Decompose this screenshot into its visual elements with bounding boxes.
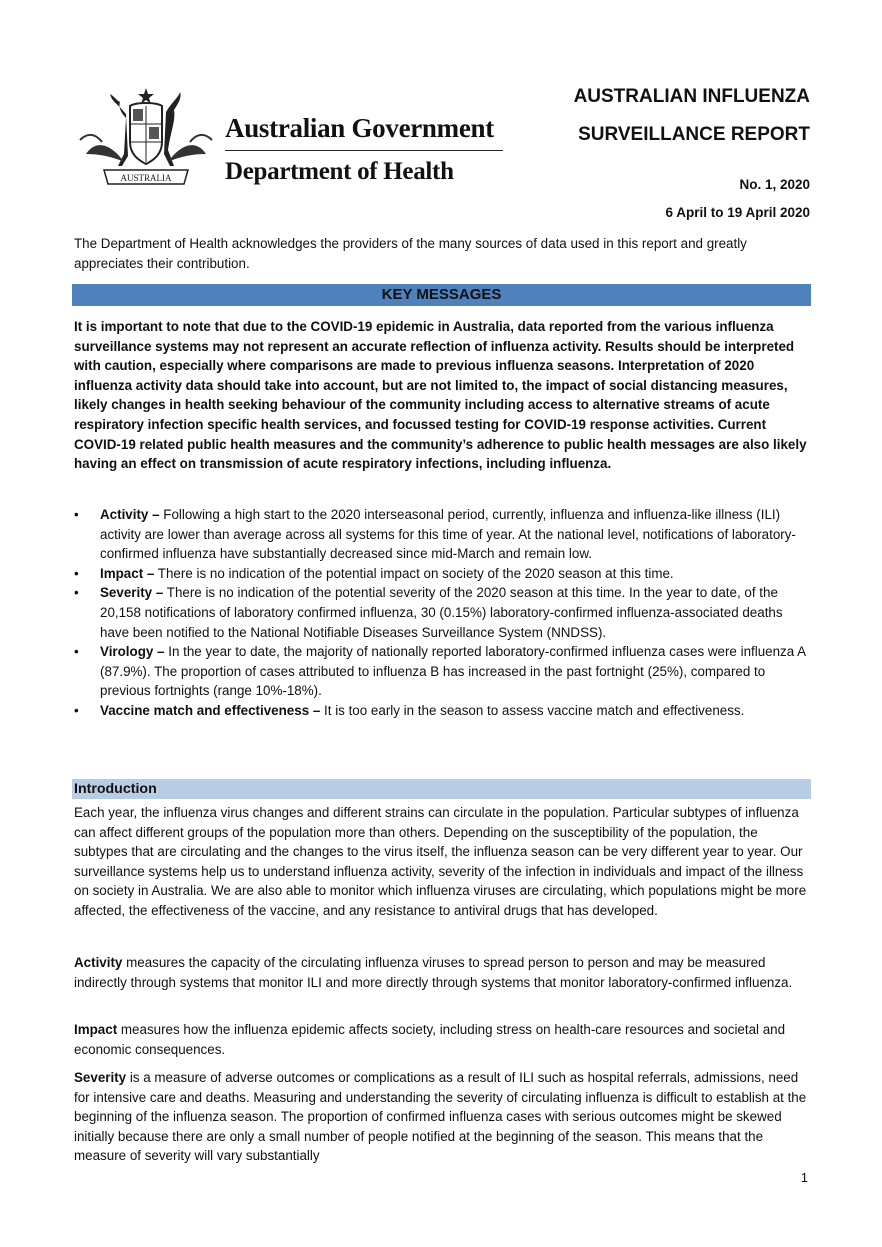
key-message-text: It is too early in the season to assess vaccine match and effectiveness. <box>320 702 745 718</box>
impact-label: Impact <box>74 1022 118 1037</box>
report-title-line1: AUSTRALIAN INFLUENZA <box>573 86 810 107</box>
impact-text: measures how the influenza epidemic affects society, including stress on health-care resources and societal and economic consequences. <box>74 1022 786 1057</box>
bullet-icon: • <box>74 507 79 522</box>
activity-label: Activity <box>74 955 123 970</box>
government-name: Australian Government <box>225 113 494 143</box>
bullet-icon: • <box>74 644 79 660</box>
report-period: 6 April to 19 April 2020 <box>665 205 810 220</box>
introduction-paragraph: Each year, the influenza virus changes and different strains can circulate in the population. Particular subtypes of influenza can affect different groups of the population more than others. Depending on the susceptibility of the population, the subtypes that are circulating and the changes to the virus itself, the influenza season can be very different year to year. Our surveillance systems help us to understand influenza activity, severity of the infection in individuals and impact of the illness on society in Australia. We are also able to monitor which influenza viruses are circulating, which populations might be more affected, the effectiveness of the vaccine, and any resistance to antiviral drugs that has developed. <box>74 805 807 918</box>
key-messages-intro: It is important to note that due to the COVID-19 epidemic in Australia, data reported from the various influenza surveillance systems may not represent an accurate reflection of influenza activity. Results should be interpreted with caution, especially where comparisons are made to previous influenza seasons. Interpretation of 2020 influenza activity data should take into account, but are not limited to, the impact of social distancing measures, likely changes in health seeking behaviour of the community including access to alternative streams of acute respiratory infection specific health services, and focussed testing for COVID-19 response activities. Current COVID-19 related public health measures and the community’s adherence to public health messages are also likely having an effect on transmission of acute respiratory infections, including influenza. <box>74 319 807 472</box>
key-message-text: In the year to date, the majority of nationally reported laboratory-confirmed influenza cases were influenza A (87.9%). The proportion of cases attributed to influenza B has increased in the past fortnight (25%), compared to previous fortnights (range 10%-18%). <box>100 644 806 699</box>
key-message-label: Impact – <box>100 565 155 581</box>
activity-text: measures the capacity of the circulating influenza viruses to spread person to person and may be measured indirectly through systems that monitor ILI and more directly through systems that monitor laboratory-confirmed influenza. <box>74 955 793 990</box>
key-message-text: There is no indication of the potential severity of the 2020 season at this time. In the year to date, of the 20,158 notifications of laboratory confirmed influenza, 30 (0.15%) laboratory-confirmed influenza-associated deaths have been notified to the National Notifiable Diseases Surveillance System (NNDSS). <box>100 585 783 640</box>
severity-text: is a measure of adverse outcomes or complications as a result of ILI such as hospital referrals, admissions, need for intensive care and deaths. Measuring and understanding the severity of circulating influenza is difficult to establish at the beginning of the influenza season. The proportion of confirmed influenza cases with serious outcomes might be skewed initially because there are only a small number of people notified at the beginning of the season. This means that the measure of severity will vary substantially <box>74 1070 807 1164</box>
report-issue-number: No. 1, 2020 <box>739 177 810 192</box>
department-name: Department of Health <box>225 158 454 185</box>
introduction-heading: Introduction <box>72 779 811 799</box>
key-message-item <box>74 583 814 642</box>
page-number: 1 <box>800 1170 808 1185</box>
key-message-item <box>74 564 814 584</box>
crest-scroll-text: AUSTRALIA <box>120 173 172 183</box>
bullet-icon: • <box>74 585 79 601</box>
key-message-text: Following a high start to the 2020 interseasonal period, currently, influenza and influenza-like illness (ILI) activity are lower than average across all systems for this time of year. At the national level, notifications of laboratory-confirmed influenza have substantially decreased since mid-March and remain low. <box>100 507 796 562</box>
key-messages-list <box>74 505 814 721</box>
severity-label: Severity <box>74 1070 127 1085</box>
key-message-label: Activity – <box>100 507 160 522</box>
acknowledgement-text: The Department of Health acknowledges the providers of the many sources of data used in this report and greatly appreciates their contribution. <box>74 236 747 271</box>
header-divider <box>225 150 503 151</box>
coat-of-arms-logo <box>66 84 226 194</box>
bullet-icon: • <box>74 565 79 581</box>
key-message-text: There is no indication of the potential impact on society of the 2020 season at this time. <box>154 565 674 581</box>
impact-paragraph <box>74 1020 810 1059</box>
severity-paragraph <box>74 1068 810 1166</box>
key-message-item <box>74 701 814 721</box>
report-title-line2: SURVEILLANCE REPORT <box>578 124 810 145</box>
key-message-item <box>74 642 814 701</box>
key-message-label: Severity – <box>100 585 164 601</box>
key-message-item <box>74 505 814 564</box>
key-message-label: Vaccine match and effectiveness – <box>100 702 321 718</box>
key-message-label: Virology – <box>100 644 165 660</box>
activity-paragraph <box>74 953 810 992</box>
bullet-icon: • <box>74 702 79 718</box>
key-messages-heading: KEY MESSAGES <box>72 284 811 306</box>
